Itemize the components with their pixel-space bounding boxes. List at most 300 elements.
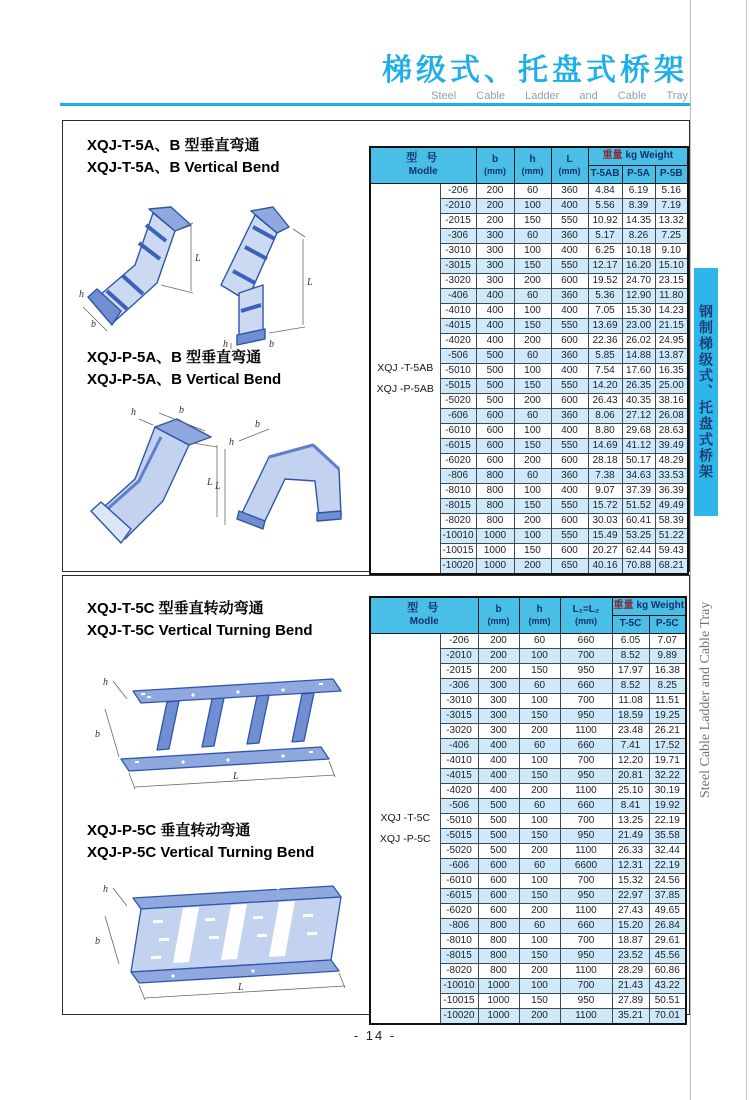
col-header-b: b (mm) <box>476 147 514 184</box>
value-cell: 150 <box>514 259 551 274</box>
value-cell: 1100 <box>560 784 612 799</box>
value-cell: 400 <box>551 199 588 214</box>
value-cell: 60 <box>519 919 560 934</box>
value-cell: 8.41 <box>612 799 649 814</box>
value-cell: 35.58 <box>649 829 686 844</box>
section-5c <box>62 575 690 1021</box>
value-cell: 50.17 <box>622 454 655 469</box>
value-cell: 26.43 <box>588 394 622 409</box>
value-cell: 200 <box>476 184 514 199</box>
value-cell: 19.25 <box>649 709 686 724</box>
value-cell: 360 <box>551 184 588 199</box>
product-title-p5ab <box>87 347 281 391</box>
value-cell: 550 <box>551 319 588 334</box>
value-cell: 60 <box>514 409 551 424</box>
model-suffix-cell: -8015 <box>440 499 476 514</box>
value-cell: 40.16 <box>588 559 622 575</box>
value-cell: 100 <box>514 484 551 499</box>
value-cell: 68.21 <box>655 559 688 575</box>
value-cell: 7.38 <box>588 469 622 484</box>
page-header-title-en: Steel Cable Ladder and Cable Tray <box>431 90 688 102</box>
value-cell: 100 <box>519 934 560 949</box>
value-cell: 300 <box>476 229 514 244</box>
value-cell: 60 <box>514 349 551 364</box>
page-header-title-cn: 梯级式、托盘式桥架 <box>382 54 688 87</box>
model-suffix-cell: -8020 <box>440 964 478 979</box>
value-cell: 7.41 <box>612 739 649 754</box>
value-cell: 100 <box>514 529 551 544</box>
model-suffix-cell: -6020 <box>440 454 476 469</box>
model-suffix-cell: -10015 <box>440 994 478 1009</box>
value-cell: 60 <box>514 229 551 244</box>
value-cell: 60 <box>519 679 560 694</box>
drawing-p5c-tray <box>83 872 383 1012</box>
value-cell: 360 <box>551 289 588 304</box>
svg-text:b: b <box>269 339 274 349</box>
value-cell: 38.16 <box>655 394 688 409</box>
col-header-h: h (mm) <box>514 147 551 184</box>
value-cell: 60 <box>514 289 551 304</box>
model-suffix-cell: -206 <box>440 184 476 199</box>
col-header-h: h (mm) <box>519 597 560 634</box>
value-cell: 600 <box>476 454 514 469</box>
value-cell: 200 <box>519 904 560 919</box>
value-cell: 300 <box>476 274 514 289</box>
value-cell: 400 <box>478 784 519 799</box>
value-cell: 600 <box>476 409 514 424</box>
value-cell: 100 <box>519 979 560 994</box>
value-cell: 150 <box>519 889 560 904</box>
value-cell: 60 <box>519 739 560 754</box>
value-cell: 19.71 <box>649 754 686 769</box>
value-cell: 1100 <box>560 1009 612 1025</box>
value-cell: 1100 <box>560 724 612 739</box>
value-cell: 27.43 <box>612 904 649 919</box>
value-cell: 800 <box>476 469 514 484</box>
value-cell: 950 <box>560 889 612 904</box>
value-cell: 5.17 <box>588 229 622 244</box>
drawing-t5ab-ladder-bends <box>73 181 373 349</box>
value-cell: 600 <box>478 859 519 874</box>
value-cell: 600 <box>551 514 588 529</box>
value-cell: 150 <box>514 499 551 514</box>
value-cell: 21.15 <box>655 319 688 334</box>
value-cell: 60 <box>514 184 551 199</box>
value-cell: 36.39 <box>655 484 688 499</box>
model-suffix-cell: -5020 <box>440 394 476 409</box>
col-header-p5a: P-5A <box>622 166 655 184</box>
value-cell: 5.16 <box>655 184 688 199</box>
value-cell: 360 <box>551 469 588 484</box>
value-cell: 14.88 <box>622 349 655 364</box>
value-cell: 200 <box>478 634 519 649</box>
value-cell: 1000 <box>478 979 519 994</box>
value-cell: 660 <box>560 799 612 814</box>
value-cell: 70.01 <box>649 1009 686 1025</box>
value-cell: 60 <box>519 634 560 649</box>
value-cell: 1000 <box>478 1009 519 1025</box>
value-cell: 30.03 <box>588 514 622 529</box>
svg-text:h: h <box>79 289 84 300</box>
value-cell: 8.06 <box>588 409 622 424</box>
value-cell: 800 <box>476 499 514 514</box>
model-suffix-cell: -4010 <box>440 304 476 319</box>
model-suffix-cell: -6010 <box>440 874 478 889</box>
svg-text:h: h <box>229 437 234 448</box>
value-cell: 12.17 <box>588 259 622 274</box>
product-title-p5c-cn: XQJ-P-5C 垂直转动弯通 <box>87 822 251 839</box>
model-label-cell: XQJ -T-5AB XQJ -P-5AB <box>370 184 440 575</box>
value-cell: 200 <box>519 784 560 799</box>
value-cell: 400 <box>478 754 519 769</box>
value-cell: 500 <box>476 394 514 409</box>
value-cell: 100 <box>519 649 560 664</box>
value-cell: 150 <box>519 769 560 784</box>
value-cell: 8.26 <box>622 229 655 244</box>
model-suffix-cell: -4020 <box>440 784 478 799</box>
model-suffix-cell: -8015 <box>440 949 478 964</box>
value-cell: 300 <box>476 259 514 274</box>
product-title-p5ab-en: XQJ-P-5A、B Vertical Bend <box>87 370 282 388</box>
value-cell: 200 <box>514 274 551 289</box>
col-header-L: L (mm) <box>551 147 588 184</box>
value-cell: 15.49 <box>588 529 622 544</box>
col-header-t5c: T-5C <box>612 616 649 634</box>
value-cell: 1100 <box>560 844 612 859</box>
value-cell: 300 <box>478 694 519 709</box>
svg-text:L: L <box>215 481 221 492</box>
table-row <box>370 184 688 199</box>
value-cell: 700 <box>560 694 612 709</box>
value-cell: 26.02 <box>622 334 655 349</box>
model-suffix-cell: -6010 <box>440 424 476 439</box>
value-cell: 58.39 <box>655 514 688 529</box>
value-cell: 23.52 <box>612 949 649 964</box>
value-cell: 15.72 <box>588 499 622 514</box>
svg-text:h: h <box>223 339 228 349</box>
value-cell: 7.54 <box>588 364 622 379</box>
model-suffix-cell: -3015 <box>440 259 476 274</box>
col-header-weight: 重量 kg Weight <box>612 597 686 616</box>
svg-text:h: h <box>131 407 136 418</box>
value-cell: 200 <box>476 199 514 214</box>
model-suffix-cell: -3020 <box>440 724 478 739</box>
spec-table-5c <box>369 596 687 1025</box>
value-cell: 62.44 <box>622 544 655 559</box>
product-title-t5c-en: XQJ-T-5C Vertical Turning Bend <box>87 621 313 639</box>
value-cell: 600 <box>478 889 519 904</box>
value-cell: 1000 <box>476 529 514 544</box>
value-cell: 12.31 <box>612 859 649 874</box>
value-cell: 600 <box>551 454 588 469</box>
value-cell: 28.63 <box>655 424 688 439</box>
model-suffix-cell: -806 <box>440 469 476 484</box>
value-cell: 950 <box>560 994 612 1009</box>
product-title-p5c-en: XQJ-P-5C Vertical Turning Bend <box>87 843 315 861</box>
value-cell: 8.52 <box>612 679 649 694</box>
svg-text:h: h <box>103 677 108 688</box>
value-cell: 400 <box>551 424 588 439</box>
value-cell: 500 <box>478 844 519 859</box>
value-cell: 16.35 <box>655 364 688 379</box>
page-number: - 14 - <box>353 1028 397 1043</box>
value-cell: 700 <box>560 979 612 994</box>
model-suffix-cell: -206 <box>440 634 478 649</box>
model-suffix-cell: -2010 <box>440 649 478 664</box>
value-cell: 34.63 <box>622 469 655 484</box>
value-cell: 150 <box>514 439 551 454</box>
model-suffix-cell: -3015 <box>440 709 478 724</box>
value-cell: 24.70 <box>622 274 655 289</box>
value-cell: 14.23 <box>655 304 688 319</box>
value-cell: 11.08 <box>612 694 649 709</box>
value-cell: 200 <box>514 514 551 529</box>
value-cell: 600 <box>551 394 588 409</box>
value-cell: 150 <box>514 544 551 559</box>
value-cell: 22.19 <box>649 814 686 829</box>
value-cell: 7.07 <box>649 634 686 649</box>
model-suffix-cell: -8010 <box>440 934 478 949</box>
model-suffix-cell: -506 <box>440 799 478 814</box>
value-cell: 500 <box>478 829 519 844</box>
value-cell: 11.51 <box>649 694 686 709</box>
value-cell: 600 <box>551 544 588 559</box>
value-cell: 8.52 <box>612 649 649 664</box>
col-header-b: b (mm) <box>478 597 519 634</box>
value-cell: 400 <box>476 319 514 334</box>
svg-text:L: L <box>307 277 313 288</box>
value-cell: 360 <box>551 409 588 424</box>
value-cell: 8.39 <box>622 199 655 214</box>
svg-text:h: h <box>103 884 108 895</box>
value-cell: 500 <box>476 364 514 379</box>
drawing-t5c-ladder <box>83 661 383 806</box>
value-cell: 6600 <box>560 859 612 874</box>
value-cell: 14.35 <box>622 214 655 229</box>
sidebar-tab-cn: 钢制梯级式、托盘式桥架 <box>694 268 718 516</box>
model-suffix-cell: -806 <box>440 919 478 934</box>
model-suffix-cell: -506 <box>440 349 476 364</box>
value-cell: 600 <box>478 904 519 919</box>
value-cell: 550 <box>551 259 588 274</box>
value-cell: 53.25 <box>622 529 655 544</box>
value-cell: 700 <box>560 754 612 769</box>
spec-table-5ab <box>369 146 689 575</box>
value-cell: 300 <box>476 244 514 259</box>
value-cell: 5.56 <box>588 199 622 214</box>
model-suffix-cell: -10010 <box>440 979 478 994</box>
value-cell: 4.84 <box>588 184 622 199</box>
sidebar-divider-line <box>690 0 691 1100</box>
page-edge-line <box>746 0 747 1100</box>
value-cell: 500 <box>476 379 514 394</box>
value-cell: 43.22 <box>649 979 686 994</box>
value-cell: 22.19 <box>649 859 686 874</box>
value-cell: 200 <box>476 214 514 229</box>
value-cell: 37.85 <box>649 889 686 904</box>
model-suffix-cell: -306 <box>440 679 478 694</box>
value-cell: 550 <box>551 379 588 394</box>
model-suffix-cell: -5020 <box>440 844 478 859</box>
value-cell: 6.05 <box>612 634 649 649</box>
value-cell: 500 <box>478 799 519 814</box>
product-title-t5c-cn: XQJ-T-5C 型垂直转动弯通 <box>87 600 264 617</box>
model-suffix-cell: -4010 <box>440 754 478 769</box>
value-cell: 32.22 <box>649 769 686 784</box>
value-cell: 16.38 <box>649 664 686 679</box>
value-cell: 100 <box>519 814 560 829</box>
value-cell: 300 <box>478 709 519 724</box>
value-cell: 950 <box>560 829 612 844</box>
spec-table-5c-wrap <box>369 596 687 1025</box>
value-cell: 25.10 <box>612 784 649 799</box>
value-cell: 59.43 <box>655 544 688 559</box>
value-cell: 7.05 <box>588 304 622 319</box>
value-cell: 35.21 <box>612 1009 649 1025</box>
value-cell: 48.29 <box>655 454 688 469</box>
svg-text:L: L <box>238 982 244 993</box>
col-header-t5ab: T-5AB <box>588 166 622 184</box>
value-cell: 7.25 <box>655 229 688 244</box>
value-cell: 40.35 <box>622 394 655 409</box>
col-header-L1L2: L₁=L₂ (mm) <box>560 597 612 634</box>
model-suffix-cell: -10010 <box>440 529 476 544</box>
value-cell: 17.97 <box>612 664 649 679</box>
model-suffix-cell: -406 <box>440 289 476 304</box>
value-cell: 26.35 <box>622 379 655 394</box>
value-cell: 11.80 <box>655 289 688 304</box>
value-cell: 1000 <box>478 994 519 1009</box>
model-label-cell: XQJ -T-5C XQJ -P-5C <box>370 634 440 1025</box>
value-cell: 6.25 <box>588 244 622 259</box>
value-cell: 16.20 <box>622 259 655 274</box>
value-cell: 41.12 <box>622 439 655 454</box>
value-cell: 15.10 <box>655 259 688 274</box>
value-cell: 26.08 <box>655 409 688 424</box>
value-cell: 550 <box>551 214 588 229</box>
value-cell: 700 <box>560 649 612 664</box>
product-title-t5ab <box>87 135 280 179</box>
value-cell: 700 <box>560 934 612 949</box>
model-suffix-cell: -10015 <box>440 544 476 559</box>
value-cell: 400 <box>551 304 588 319</box>
value-cell: 70.88 <box>622 559 655 575</box>
model-suffix-cell: -6015 <box>440 439 476 454</box>
value-cell: 10.18 <box>622 244 655 259</box>
value-cell: 8.80 <box>588 424 622 439</box>
value-cell: 600 <box>478 874 519 889</box>
value-cell: 950 <box>560 709 612 724</box>
value-cell: 23.15 <box>655 274 688 289</box>
value-cell: 60 <box>519 799 560 814</box>
svg-text:L: L <box>207 477 213 488</box>
value-cell: 150 <box>519 709 560 724</box>
svg-text:L: L <box>233 771 239 782</box>
value-cell: 200 <box>514 394 551 409</box>
value-cell: 300 <box>478 724 519 739</box>
value-cell: 360 <box>551 349 588 364</box>
value-cell: 9.07 <box>588 484 622 499</box>
value-cell: 1000 <box>476 544 514 559</box>
value-cell: 100 <box>514 304 551 319</box>
model-suffix-cell: -10020 <box>440 559 476 575</box>
value-cell: 49.65 <box>649 904 686 919</box>
value-cell: 500 <box>478 814 519 829</box>
value-cell: 200 <box>514 454 551 469</box>
value-cell: 600 <box>476 439 514 454</box>
value-cell: 100 <box>514 364 551 379</box>
drawing-p5ab-tray-bends <box>73 397 373 567</box>
value-cell: 10.92 <box>588 214 622 229</box>
value-cell: 150 <box>519 994 560 1009</box>
value-cell: 60 <box>519 859 560 874</box>
section-5ab <box>62 120 690 572</box>
model-suffix-cell: -3020 <box>440 274 476 289</box>
value-cell: 150 <box>519 949 560 964</box>
value-cell: 600 <box>551 274 588 289</box>
value-cell: 39.49 <box>655 439 688 454</box>
value-cell: 50.51 <box>649 994 686 1009</box>
svg-text:b: b <box>255 419 260 430</box>
value-cell: 15.30 <box>622 304 655 319</box>
model-suffix-cell: -5015 <box>440 829 478 844</box>
model-suffix-cell: -8020 <box>440 514 476 529</box>
model-suffix-cell: -4015 <box>440 319 476 334</box>
value-cell: 100 <box>514 244 551 259</box>
model-suffix-cell: -5010 <box>440 814 478 829</box>
value-cell: 400 <box>476 304 514 319</box>
svg-text:L: L <box>195 253 201 264</box>
model-suffix-cell: -8010 <box>440 484 476 499</box>
value-cell: 19.92 <box>649 799 686 814</box>
value-cell: 150 <box>514 319 551 334</box>
model-suffix-cell: -606 <box>440 859 478 874</box>
value-cell: 5.36 <box>588 289 622 304</box>
value-cell: 200 <box>519 844 560 859</box>
model-suffix-cell: -4015 <box>440 769 478 784</box>
value-cell: 27.12 <box>622 409 655 424</box>
value-cell: 5.85 <box>588 349 622 364</box>
col-header-weight: 重量 kg Weight <box>588 147 688 166</box>
value-cell: 550 <box>551 529 588 544</box>
value-cell: 660 <box>560 679 612 694</box>
model-suffix-cell: -306 <box>440 229 476 244</box>
value-cell: 150 <box>514 379 551 394</box>
value-cell: 18.59 <box>612 709 649 724</box>
model-suffix-cell: -2010 <box>440 199 476 214</box>
value-cell: 9.89 <box>649 649 686 664</box>
value-cell: 30.19 <box>649 784 686 799</box>
value-cell: 17.52 <box>649 739 686 754</box>
value-cell: 29.61 <box>649 934 686 949</box>
value-cell: 12.90 <box>622 289 655 304</box>
value-cell: 22.36 <box>588 334 622 349</box>
product-title-t5ab-cn: XQJ-T-5A、B 型垂直弯通 <box>87 137 260 154</box>
value-cell: 28.18 <box>588 454 622 469</box>
value-cell: 600 <box>551 334 588 349</box>
value-cell: 60 <box>514 469 551 484</box>
value-cell: 650 <box>551 559 588 575</box>
value-cell: 17.60 <box>622 364 655 379</box>
col-header-model: 型 号 Modle <box>370 597 478 634</box>
value-cell: 21.49 <box>612 829 649 844</box>
table-row <box>370 634 686 649</box>
product-title-t5ab-en: XQJ-T-5A、B Vertical Bend <box>87 158 280 176</box>
value-cell: 100 <box>519 874 560 889</box>
value-cell: 400 <box>551 364 588 379</box>
value-cell: 24.95 <box>655 334 688 349</box>
value-cell: 800 <box>478 949 519 964</box>
